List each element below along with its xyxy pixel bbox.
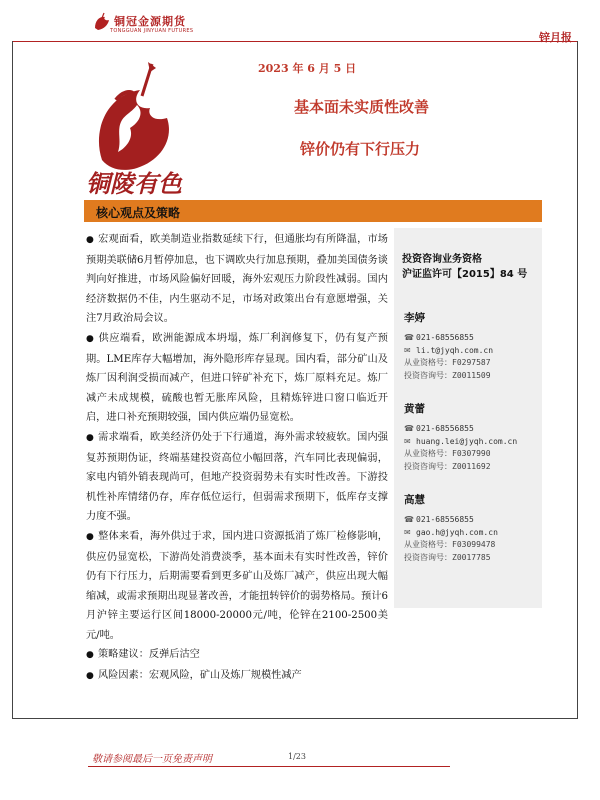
bullet-paragraph bbox=[86, 527, 388, 646]
paragraph-text: 供应端看，欧洲能源成本坍塌，炼厂利润修复下，仍有复产预期。LME库存大幅增加，海外隐形库存显现。国内看，部分矿山及炼厂因利润受损而减产，但进口锌矿补充下，炼厂原料充足。炼厂减产未成规模，硫酸也暂无胀库风险，且精炼锌进口窗口临近开启，进口补充预期较强，国内供应端仍显宽松。 bbox=[86, 332, 388, 424]
strategy-text: 策略建议：反弹后沽空 bbox=[98, 649, 200, 661]
analyst-consult-id: 投资咨询号：Z0017785 bbox=[404, 553, 491, 562]
phone-icon: ☎ bbox=[404, 333, 414, 342]
report-date: 2023 年 6 月 5 日 bbox=[258, 62, 357, 75]
analyst-email[interactable]: gao.h@jyqh.com.cn bbox=[416, 528, 498, 537]
report-title-main: 基本面未实质性改善 bbox=[294, 98, 430, 116]
analyst-name: 李婷 bbox=[404, 312, 425, 324]
footer-divider bbox=[88, 766, 450, 767]
bullet-icon: ● bbox=[86, 650, 94, 661]
analyst-license: 从业资格号：F0307990 bbox=[404, 449, 491, 458]
bullet-icon: ● bbox=[86, 671, 94, 682]
section-title: 核心观点及策略 bbox=[96, 206, 181, 220]
bullet-paragraph bbox=[86, 230, 388, 329]
qualification-line-2: 沪证监许可【2015】84 号 bbox=[402, 269, 528, 280]
core-views-body bbox=[86, 230, 388, 687]
company-name-cn: 铜冠金源期货 bbox=[114, 15, 186, 28]
bullet-paragraph bbox=[86, 666, 388, 687]
analyst-card bbox=[404, 310, 493, 383]
analyst-name: 高慧 bbox=[404, 494, 425, 506]
analyst-consult-id: 投资咨询号：Z0011509 bbox=[404, 371, 491, 380]
company-logo-icon bbox=[92, 12, 112, 34]
qualification-line-1: 投资咨询业务资格 bbox=[402, 254, 482, 265]
analyst-phone: 021-68556855 bbox=[416, 424, 474, 433]
email-icon: ✉ bbox=[404, 528, 411, 537]
page-number: 1/23 bbox=[288, 752, 306, 761]
risk-text: 风险因素：宏观风险，矿山及炼厂规模性减产 bbox=[98, 670, 302, 682]
paragraph-text: 宏观面看，欧美制造业指数延续下行，但通胀均有所降温，市场预期美联储6月暂停加息，也下调欧央行加息预期，叠加美国债务谈判向好推进，市场风险偏好回暖，海外宏观压力阶段性减弱。国内经济数据仍不佳，内生驱动不足，市场对政策出台有意愿增强，关注7月政治局会议。 bbox=[86, 234, 388, 325]
report-category: 锌月报 bbox=[539, 31, 572, 44]
bullet-icon: ● bbox=[86, 432, 94, 443]
company-name-en: TONGGUAN JINYUAN FUTURES bbox=[110, 28, 194, 34]
email-icon: ✉ bbox=[404, 346, 411, 355]
phone-icon: ☎ bbox=[404, 424, 414, 433]
emblem-text: 铜陵有色 bbox=[86, 169, 182, 198]
bullet-paragraph bbox=[86, 645, 388, 666]
analyst-card bbox=[404, 401, 517, 474]
bullet-paragraph bbox=[86, 329, 388, 428]
analyst-card bbox=[404, 492, 498, 565]
analyst-license: 从业资格号：F0297587 bbox=[404, 358, 491, 367]
paragraph-text: 整体来看，海外供过于求，国内进口资源抵消了炼厂检修影响，供应仍显宽松，下游尚处消费淡季，基本面未有实时性改善，锌价仍有下行压力，后期需要看到更多矿山及炼厂减产，供应出现大幅缩减，或需求预期出现显著改善，才能扭转锌价的弱势格局。预计6月沪锌主要运行区间18000-20000元/吨，伦锌在2100-2500美元/吨。 bbox=[86, 530, 388, 641]
analyst-license: 从业资格号：F03099478 bbox=[404, 540, 496, 549]
analyst-email[interactable]: huang.lei@jyqh.com.cn bbox=[416, 437, 518, 446]
bullet-icon: ● bbox=[86, 531, 94, 542]
analyst-name: 黄蕾 bbox=[404, 403, 425, 415]
phone-icon: ☎ bbox=[404, 515, 414, 524]
bullet-paragraph bbox=[86, 428, 388, 527]
email-icon: ✉ bbox=[404, 437, 411, 446]
analyst-email[interactable]: li.t@jyqh.com.cn bbox=[416, 346, 494, 355]
report-title-sub: 锌价仍有下行压力 bbox=[300, 140, 421, 158]
company-emblem-icon bbox=[82, 60, 200, 200]
bullet-icon: ● bbox=[86, 333, 94, 344]
paragraph-text: 需求端看，欧美经济仍处于下行通道，海外需求较疲软。国内强复苏预期伪证，终端基建投资高位小幅回落，汽车同比表现偏弱，家电内销外销表现尚可，但地产投资弱势未有实时性改善。下游投机性补库情绪仍存，库存低位运行，但弱需求预期下，低库存支撑力度不强。 bbox=[86, 431, 388, 523]
analyst-consult-id: 投资咨询号：Z0011692 bbox=[404, 462, 491, 471]
bullet-icon: ● bbox=[86, 235, 94, 245]
disclaimer-note: 敬请参阅最后一页免责声明 bbox=[92, 754, 212, 765]
analyst-phone: 021-68556855 bbox=[416, 515, 474, 524]
analyst-phone: 021-68556855 bbox=[416, 333, 474, 342]
